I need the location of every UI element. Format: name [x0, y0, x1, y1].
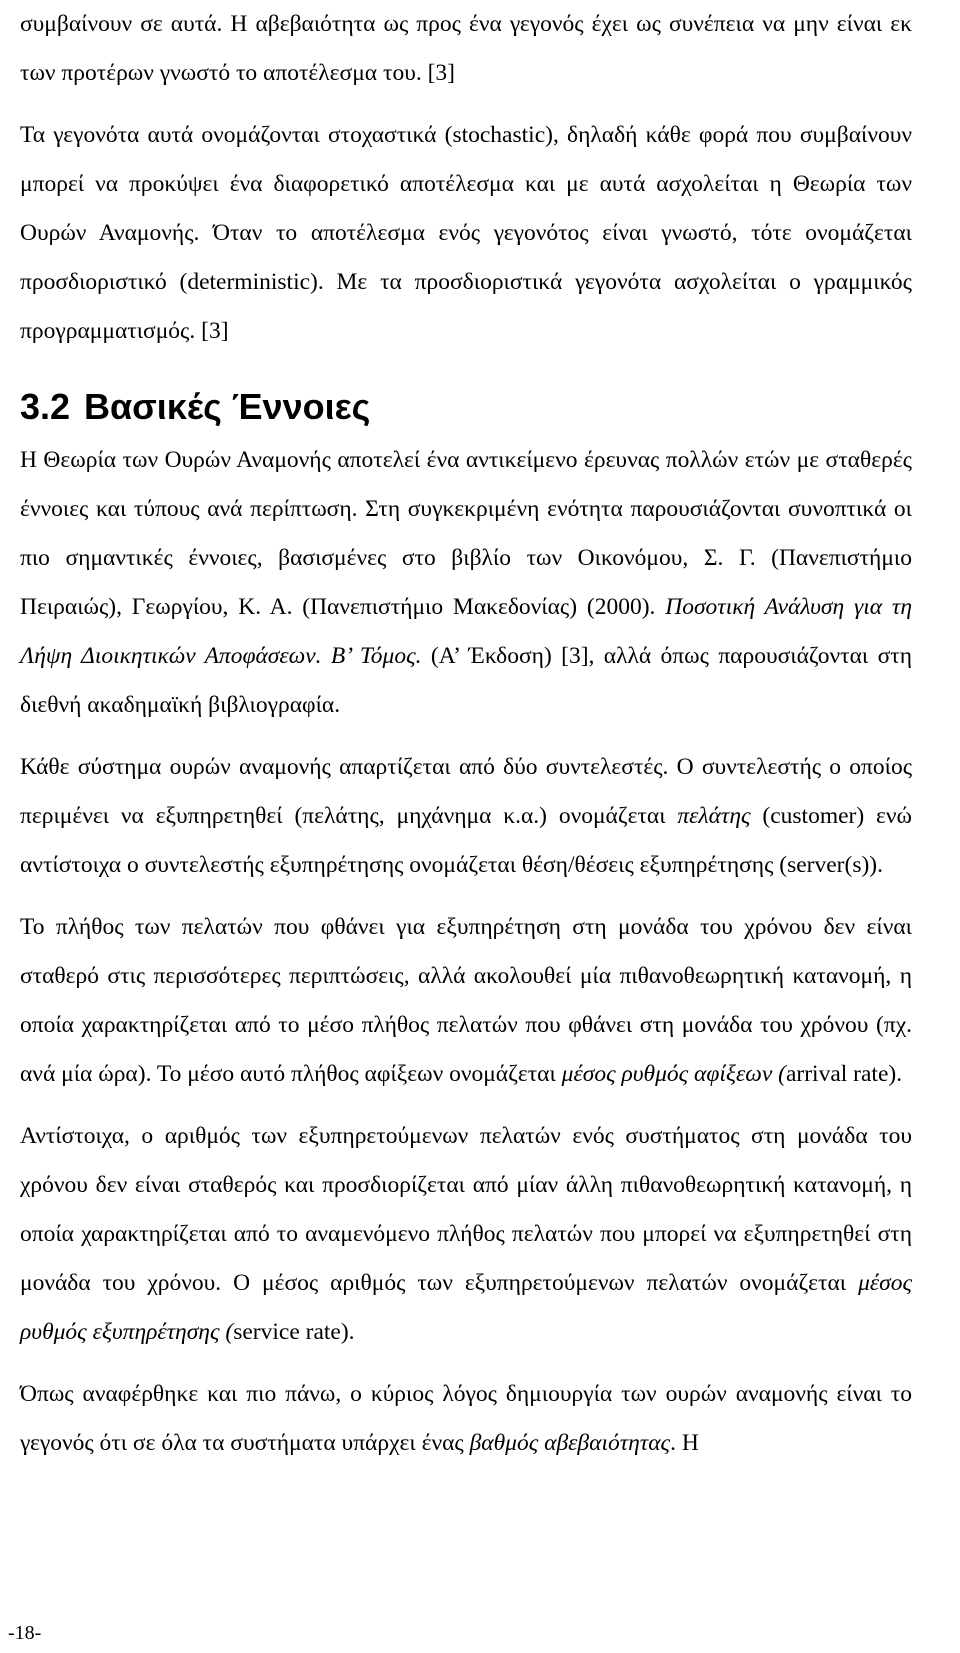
text-run: (Α’ Έκδοση) [3], αλλά όπως παρουσιάζονται στη διεθνή ακαδημαϊκή βιβλιογραφία.	[20, 643, 912, 718]
paragraph-customer-server	[20, 743, 912, 890]
text-run: Κάθε σύστημα ουρών αναμονής απαρτίζεται από δύο συντελεστές. Ο συντελεστής ο οποίος περιμένει να εξυπηρετηθεί (πελάτης, μηχάνημα κ.α.) ονομάζεται	[20, 754, 912, 829]
term-arrival-rate-italic: μέσος ρυθμός αφίξεων (	[561, 1061, 786, 1087]
text-run: Η Θεωρία των Ουρών Αναμονής αποτελεί ένα αντικείμενο έρευνας πολλών ετών με σταθερές έννοιες και τύπους ανά περίπτωση. Στη συγκεκριμένη ενότητα παρουσιάζονται συνοπτικά οι πιο σημαντικές έννοιες, βασισμένες στο βιβλίο των Οικονόμου, Σ. Γ. (Πανεπιστήμιο Πειραιώς), Γεωργίου, Κ. Α. (Πανεπιστήμιο Μακεδονίας) (2000).	[20, 447, 912, 620]
page-number: -18-	[8, 1622, 42, 1644]
text-run: . Η	[670, 1430, 699, 1456]
paragraph-intro-uncertainty: συμβαίνουν σε αυτά. Η αβεβαιότητα ως προς ένα γεγονός έχει ως συνέπεια να μην είναι εκ των προτέρων γνωστό το αποτέλεσμα του. [3]	[20, 11, 912, 86]
section-heading	[20, 382, 912, 432]
term-customer-italic: πελάτης	[677, 803, 751, 829]
paragraph-stochastic-deterministic: Τα γεγονότα αυτά ονομάζονται στοχαστικά (stochastic), δηλαδή κάθε φορά που συμβαίνουν μπορεί να προκύψει ένα διαφορετικό αποτέλεσμα και με αυτά ασχολείται η Θεωρία των Ουρών Αναμονής. Όταν το αποτέλεσμα ενός γεγονότος είναι γνωστό, τότε ονομάζεται προσδιοριστικό (deterministic). Με τα προσδιοριστικά γεγονότα ασχολείται ο γραμμικός προγραμματισμός. [3]	[20, 122, 912, 344]
text-run: Το πλήθος των πελατών που φθάνει για εξυπηρέτηση στη μονάδα του χρόνου δεν είναι σταθερό στις περισσότερες περιπτώσεις, αλλά ακολουθεί μία πιθανοθεωρητική κατανομή, η οποία χαρακτηρίζεται από το μέσο πλήθος πελατών που φθάνει στη μονάδα του χρόνου (πχ. ανά μία ώρα). Το μέσο αυτό πλήθος αφίξεων ονομάζεται	[20, 914, 912, 1087]
text-run: (customer) ενώ αντίστοιχα ο συντελεστής εξυπηρέτησης ονομάζεται θέση/θέσεις εξυπηρέτησης (server(s)).	[20, 803, 912, 878]
paragraph-arrival-rate	[20, 903, 912, 1099]
paragraph-service-rate	[20, 1112, 912, 1357]
term-service-rate-italic: μέσος ρυθμός εξυπηρέτησης (	[20, 1270, 912, 1345]
paragraph-basic-concepts	[20, 436, 912, 730]
text-run: service rate).	[233, 1319, 355, 1345]
text-run: arrival rate).	[785, 1061, 903, 1087]
text-run: Αντίστοιχα, ο αριθμός των εξυπηρετούμενων πελατών ενός συστήματος στη μονάδα του χρόνου δεν είναι σταθερός και προσδιορίζεται από μίαν άλλη πιθανοθεωρητική κατανομή, η οποία χαρακτηρίζεται από το αναμενόμενο πλήθος πελατών που μπορεί να εξυπηρετηθεί στη μονάδα του χρόνου. Ο μέσος αριθμός των εξυπηρετούμενων πελατών ονομάζεται	[20, 1123, 912, 1296]
document-page	[20, 0, 912, 1468]
section-number: 3.2	[20, 386, 71, 427]
section-title: Βασικές Έννοιες	[84, 386, 371, 427]
paragraph-uncertainty-degree	[20, 1370, 912, 1468]
text-run: Όπως αναφέρθηκε και πιο πάνω, ο κύριος λόγος δημιουργία των ουρών αναμονής είναι το γεγονός ότι σε όλα τα συστήματα υπάρχει ένας	[20, 1381, 912, 1456]
book-title-italic: Ποσοτική Ανάλυση για τη Λήψη Διοικητικών Αποφάσεων. Β’ Τόμος.	[20, 594, 912, 669]
term-uncertainty-italic: βαθμός αβεβαιότητας	[469, 1430, 671, 1456]
